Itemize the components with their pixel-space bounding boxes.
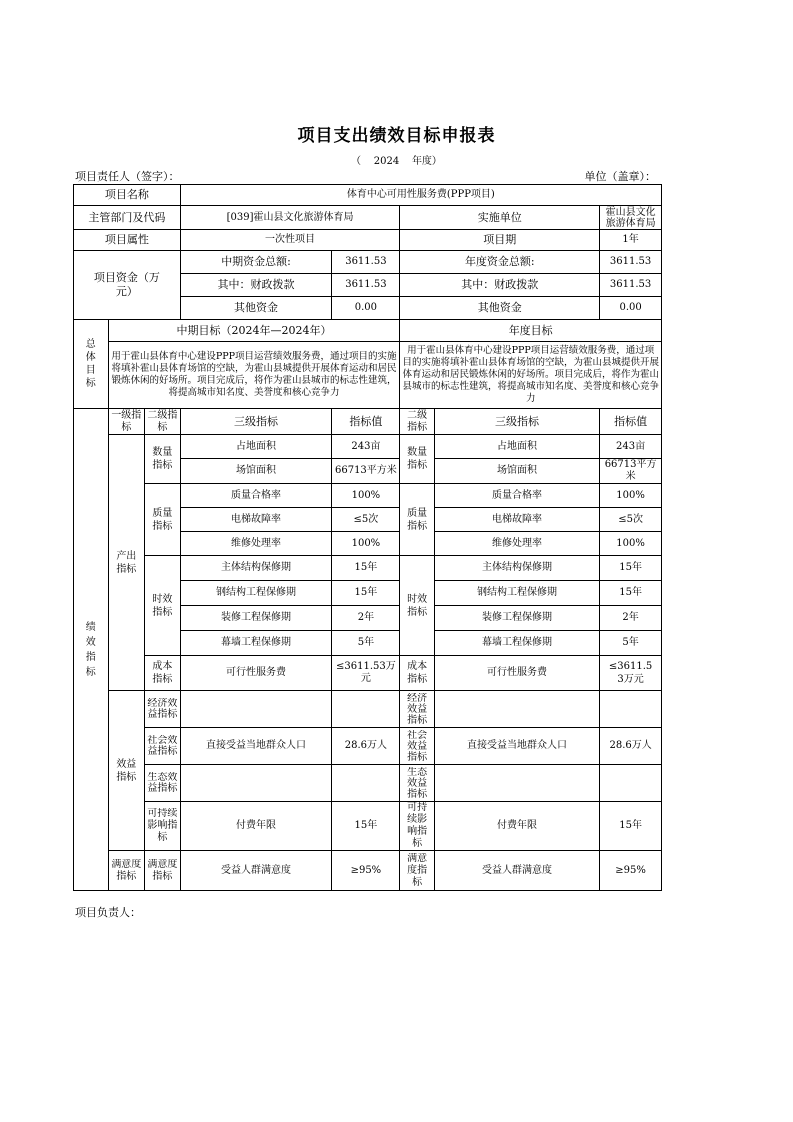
attr-row bbox=[74, 230, 662, 251]
indicator-name-year bbox=[434, 765, 599, 802]
year-fiscal-label: 其中：财政拨款 bbox=[400, 274, 600, 297]
value-header-mid: 指标值 bbox=[332, 409, 400, 435]
year-goal-header: 年度目标 bbox=[400, 320, 662, 342]
indicator-value-mid: 243亩 bbox=[332, 435, 400, 459]
indicator-value-year bbox=[600, 656, 662, 691]
indicator-row bbox=[74, 765, 662, 802]
fund-label bbox=[74, 251, 181, 320]
indicator-value-mid: 15年 bbox=[332, 802, 400, 851]
indicator-name-year: 钢结构工程保修期 bbox=[434, 581, 599, 606]
impl-value bbox=[600, 206, 662, 230]
indicator-row bbox=[74, 435, 662, 459]
indicator-name: 场馆面积 bbox=[180, 459, 332, 484]
indicator-name bbox=[180, 765, 332, 802]
indicator-name-year: 质量合格率 bbox=[434, 484, 599, 508]
indicator-name-year: 占地面积 bbox=[434, 435, 599, 459]
mid-fiscal-value: 3611.53 bbox=[332, 274, 400, 297]
level3-header-mid: 三级指标 bbox=[180, 409, 332, 435]
project-name-value: 体育中心可用性服务费(PPP项目) bbox=[180, 185, 661, 206]
indicator-value-year: 28.6万人 bbox=[600, 728, 662, 765]
indicator-name: 维修处理率 bbox=[180, 532, 332, 556]
period-label: 项目期 bbox=[400, 230, 600, 251]
attr-label: 项目属性 bbox=[74, 230, 181, 251]
indicator-value-mid: 5年 bbox=[332, 631, 400, 656]
social-text-mid: 社会效益指标 bbox=[147, 735, 178, 757]
indicator-value-mid bbox=[332, 691, 400, 728]
output-text: 产出指标 bbox=[116, 550, 137, 575]
indicator-value-year: 100% bbox=[600, 532, 662, 556]
indicator-value-year: 66713平方米 bbox=[600, 459, 662, 484]
fund-total-row bbox=[74, 251, 662, 274]
level2-header-year: 二级指标 bbox=[400, 409, 435, 435]
indicator-name: 受益人群满意度 bbox=[180, 851, 332, 891]
indicator-name: 占地面积 bbox=[180, 435, 332, 459]
ecological-label-mid bbox=[145, 765, 181, 802]
time-label-year bbox=[400, 556, 435, 656]
indicator-name-year: 直接受益当地群众人口 bbox=[434, 728, 599, 765]
indicator-value-year: ≤5次 bbox=[600, 508, 662, 532]
level2-header-mid: 二级指标 bbox=[145, 409, 181, 435]
mid-other-label: 其他资金 bbox=[180, 297, 332, 320]
impl-value-text: 霍山县文化旅游体育局 bbox=[605, 206, 656, 229]
fund-label-text: 项目资金（万元） bbox=[93, 271, 160, 298]
time-text-mid: 时效指标 bbox=[152, 593, 173, 618]
unit-label: 单位（盖章）： bbox=[584, 170, 656, 183]
goal-header-row bbox=[74, 320, 662, 342]
indicator-name-year: 可行性服务费 bbox=[434, 656, 599, 691]
quality-label-year bbox=[400, 484, 435, 556]
goal-side-text: 总体目标 bbox=[85, 339, 96, 389]
attr-value: 一次性项目 bbox=[180, 230, 400, 251]
indicator-value-year: 15年 bbox=[600, 556, 662, 581]
time-text-year: 时效指标 bbox=[407, 593, 428, 618]
ecological-text-mid: 生态效益指标 bbox=[147, 772, 178, 794]
indicator-value-year bbox=[600, 691, 662, 728]
ecological-label-year bbox=[400, 765, 435, 802]
quality-label-mid bbox=[145, 484, 181, 556]
indicator-value-year: 243亩 bbox=[600, 435, 662, 459]
year-total-label: 年度资金总额: bbox=[400, 251, 600, 274]
time-label-mid bbox=[145, 556, 181, 656]
dept-label: 主管部门及代码 bbox=[74, 206, 181, 230]
indicator-value-mid: ≤3611.53万元 bbox=[332, 656, 400, 691]
benefit-text: 效益指标 bbox=[116, 758, 137, 783]
quality-text-year: 质量指标 bbox=[407, 507, 428, 532]
economic-text-mid: 经济效益指标 bbox=[147, 698, 178, 720]
quality-text-mid: 质量指标 bbox=[152, 507, 173, 532]
indicator-name-year: 幕墙工程保修期 bbox=[434, 631, 599, 656]
satisfaction-level1-text: 满意度指标 bbox=[111, 858, 142, 882]
sustainable-label-mid bbox=[145, 802, 181, 851]
indicator-value-year: 100% bbox=[600, 484, 662, 508]
mid-other-value: 0.00 bbox=[332, 297, 400, 320]
goal-text-row bbox=[74, 342, 662, 409]
indicator-value-mid: 66713平方米 bbox=[332, 459, 400, 484]
indicator-row bbox=[74, 728, 662, 765]
indicator-value-year: 15年 bbox=[600, 581, 662, 606]
quantity-label-mid bbox=[145, 435, 181, 484]
economic-label-mid bbox=[145, 691, 181, 728]
indicator-name: 电梯故障率 bbox=[180, 508, 332, 532]
economic-label-year bbox=[400, 691, 435, 728]
indicator-name: 装修工程保修期 bbox=[180, 606, 332, 631]
quantity-label-year bbox=[400, 435, 435, 484]
indicator-header-row bbox=[74, 409, 662, 435]
indicator-row bbox=[74, 851, 662, 891]
satisfaction-level1 bbox=[108, 851, 145, 891]
economic-text-year: 经济效益指标 bbox=[407, 692, 428, 726]
satisfaction-text-mid: 满意度指标 bbox=[147, 858, 178, 882]
cost-label-mid bbox=[145, 656, 181, 691]
satisfaction-label-year bbox=[400, 851, 435, 891]
indicator-value-mid: 15年 bbox=[332, 581, 400, 606]
indicator-name: 钢结构工程保修期 bbox=[180, 581, 332, 606]
dept-row bbox=[74, 206, 662, 230]
footer-label: 项目负责人： bbox=[75, 906, 141, 919]
year-other-value: 0.00 bbox=[600, 297, 662, 320]
indicator-name-year bbox=[434, 691, 599, 728]
indicator-row bbox=[74, 656, 662, 691]
period-value: 1年 bbox=[600, 230, 662, 251]
indicator-value-mid: 100% bbox=[332, 532, 400, 556]
social-label-year bbox=[400, 728, 435, 765]
year-line bbox=[0, 152, 793, 167]
impl-label: 实施单位 bbox=[400, 206, 600, 230]
quantity-text-mid: 数量指标 bbox=[152, 447, 173, 471]
quantity-text-year: 数量指标 bbox=[407, 447, 428, 471]
mid-goal-header: 中期目标（2024年—2024年） bbox=[108, 320, 400, 342]
year-goal-text: 用于霍山县体育中心建设PPP项目运营绩效服务费，通过项目的实施将填补霍山县体育场馆的空缺，为霍山县城提供开展体育运动和居民锻炼休闲的好场所。项目完成后，将作为霍山县城市的标志性建筑，将提高城市知名度、美誉度和核心竞争力 bbox=[400, 342, 662, 409]
ecological-text-year: 生态效益指标 bbox=[407, 766, 428, 800]
level1-header: 一级指标 bbox=[108, 409, 145, 435]
cost-value-year-text: ≤3611.53万元 bbox=[608, 661, 653, 685]
mid-fiscal-label: 其中：财政拨款 bbox=[180, 274, 332, 297]
cost-text-mid: 成本指标 bbox=[152, 661, 173, 685]
indicator-row bbox=[74, 691, 662, 728]
cost-text-year: 成本指标 bbox=[407, 661, 428, 685]
indicator-name: 幕墙工程保修期 bbox=[180, 631, 332, 656]
indicator-name-year: 受益人群满意度 bbox=[434, 851, 599, 891]
indicator-value-mid: ≤5次 bbox=[332, 508, 400, 532]
indicator-value-mid: 100% bbox=[332, 484, 400, 508]
indicator-value-year bbox=[600, 765, 662, 802]
indicator-value-mid: 2年 bbox=[332, 606, 400, 631]
level3-header-year: 三级指标 bbox=[434, 409, 599, 435]
indicator-value-mid: ≥95% bbox=[332, 851, 400, 891]
mid-goal-text: 用于霍山县体育中心建设PPP项目运营绩效服务费，通过项目的实施将填补霍山县体育场馆的空缺，为霍山县城提供开展体育运动和居民锻炼休闲的好场所。项目完成后，将作为霍山县城市的标志性建筑，将提高城市知名度、美誉度和核心竞争力 bbox=[108, 342, 400, 409]
indicator-value-mid bbox=[332, 765, 400, 802]
performance-table bbox=[73, 184, 662, 891]
indicator-row bbox=[74, 802, 662, 851]
indicator-name: 主体结构保修期 bbox=[180, 556, 332, 581]
dept-value: [039]霍山县文化旅游体育局 bbox=[180, 206, 400, 230]
indicator-name-year: 装修工程保修期 bbox=[434, 606, 599, 631]
year-value: 2024 bbox=[373, 156, 400, 167]
indicator-row bbox=[74, 484, 662, 508]
output-label bbox=[108, 435, 145, 691]
indicator-name-year: 主体结构保修期 bbox=[434, 556, 599, 581]
year-suffix: 年度） bbox=[411, 156, 442, 167]
mid-total-label: 中期资金总额: bbox=[180, 251, 332, 274]
indicator-name-year: 维修处理率 bbox=[434, 532, 599, 556]
year-total-value: 3611.53 bbox=[600, 251, 662, 274]
benefit-label bbox=[108, 691, 145, 851]
satisfaction-text-year: 满意度指标 bbox=[407, 852, 428, 888]
satisfaction-label-mid bbox=[145, 851, 181, 891]
indicator-value-year: ≥95% bbox=[600, 851, 662, 891]
indicator-value-mid: 28.6万人 bbox=[332, 728, 400, 765]
cost-label-year bbox=[400, 656, 435, 691]
sustainable-label-year bbox=[400, 802, 435, 851]
goal-side-label bbox=[74, 320, 109, 409]
sustainable-text-mid: 可持续影响指标 bbox=[147, 808, 178, 843]
social-label-mid bbox=[145, 728, 181, 765]
project-name-row bbox=[74, 185, 662, 206]
indicator-value-year: 2年 bbox=[600, 606, 662, 631]
indicator-name: 直接受益当地群众人口 bbox=[180, 728, 332, 765]
project-name-label: 项目名称 bbox=[74, 185, 181, 206]
indicator-name-year: 付费年限 bbox=[434, 802, 599, 851]
indicator-name-year: 电梯故障率 bbox=[434, 508, 599, 532]
indicator-value-mid: 15年 bbox=[332, 556, 400, 581]
value-header-year: 指标值 bbox=[600, 409, 662, 435]
indicator-row bbox=[74, 556, 662, 581]
sustainable-text-year: 可持续影响指标 bbox=[407, 802, 428, 849]
indicator-name-year: 场馆面积 bbox=[434, 459, 599, 484]
page-title: 项目支出绩效目标申报表 bbox=[297, 126, 496, 146]
perf-side-text: 绩效指标 bbox=[85, 621, 96, 678]
indicator-name bbox=[180, 691, 332, 728]
year-other-label: 其他资金 bbox=[400, 297, 600, 320]
mid-total-value: 3611.53 bbox=[332, 251, 400, 274]
indicator-name: 可行性服务费 bbox=[180, 656, 332, 691]
indicator-value-year: 5年 bbox=[600, 631, 662, 656]
indicator-name: 质量合格率 bbox=[180, 484, 332, 508]
year-open: （ bbox=[351, 156, 362, 167]
indicator-value-year: 15年 bbox=[600, 802, 662, 851]
perf-side-label bbox=[74, 409, 109, 891]
year-fiscal-value: 3611.53 bbox=[600, 274, 662, 297]
responsible-label: 项目责任人（签字）： bbox=[75, 170, 180, 183]
indicator-name: 付费年限 bbox=[180, 802, 332, 851]
social-text-year: 社会效益指标 bbox=[407, 729, 428, 763]
